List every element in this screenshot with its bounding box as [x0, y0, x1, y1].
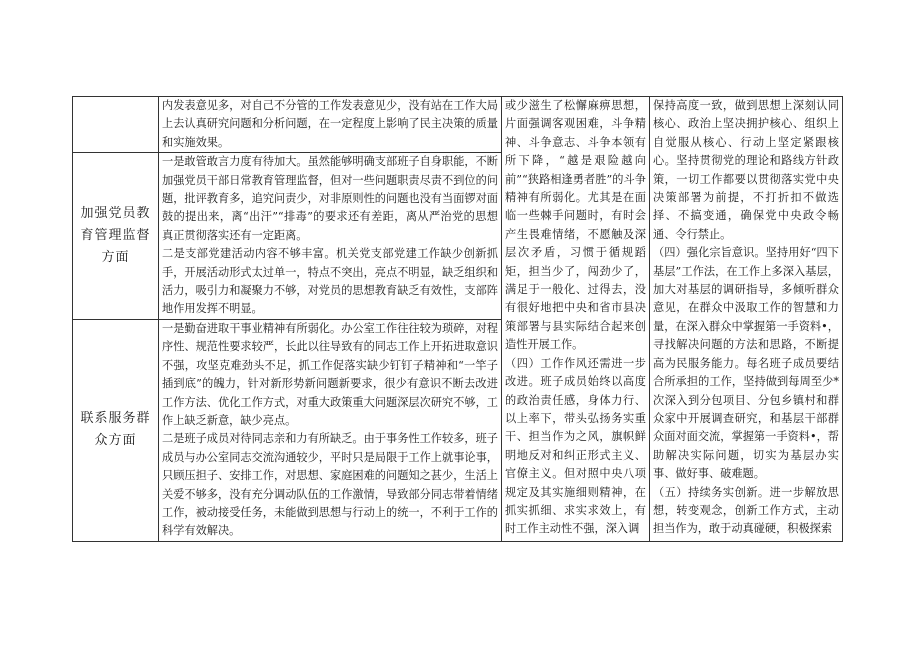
problem-cell-serve-masses — [159, 319, 502, 541]
column-four-cell — [650, 97, 843, 542]
paragraph: 一是敢管敢言力度有待加大。虽然能够明确支部班子自身职能，不断加强党员干部日常教育管理监督，但对一些问题职责尽责不到位的问题，批评教育多，追究问责少，对非原则性的问题也没有当面锣对面鼓的提出来，离“出汗”“排毒”的要求还有差距，离从严治党的思想真正贯彻落实还有一定距离。 — [162, 155, 498, 242]
paragraph: （五）持续务实创新。进一步解放思想，转变观念，创新工作方式，主动担当作为，敢于动真碰硬，积极探索 — [653, 485, 839, 536]
paragraph: 保持高度一致，做到思想上深刻认同核心、政治上坚决拥护核心、组织上自觉服从核心、行动上坚定紧跟核心。坚持贯彻党的理论和路线方针政策，一切工作都要以贯彻落实党中央决策部署为前提，不打折扣不做选择、不搞变通，确保党中央政令畅通、令行禁止。 — [653, 99, 839, 241]
paragraph: （四）强化宗旨意识。坚持用好“四下基层”工作法，在工作上多深入基层，加大对基层的调研指导，多倾听群众意见，在群众中汲取工作的智慧和力量，在深入群众中掌握第一手资料•，寻找解决问题的方法和思路，不断提高为民服务能力。每名班子成员要结合所承担的工作，坚持做到每周至少*次深入到分包项目、分包乡镇村和群众家中开展调查研究，和基层干部群众面对面交流，掌握第一手资料•，帮助解决实际问题，切实为基层办实事、做好事、破难题。 — [653, 246, 839, 481]
category-cell-serve-masses: 联系服务群众方面 — [73, 319, 159, 541]
problem-cell-top — [159, 97, 502, 153]
category-cell-top — [73, 97, 159, 153]
paragraph: 或少滋生了松懈麻痹思想，片面强调客观困难，斗争精神、斗争意志、斗争本领有所下降，“越是艰险越向前”“狭路相逢勇者胜”的斗争精神有所弱化。尤其是在面临一些棘手问题时，有时会产生畏难情绪，不愿触及深层次矛盾，习惯于循规蹈矩，担当少了，闯劲少了，满足于一般化、过得去，没有很好地把中央和省市县决策部署与县实际结合起来创造性开展工作。 — [505, 99, 646, 352]
paragraph: 二是班子成员对待同志亲和力有所缺乏。由于事务性工作较多，班子成员与办公室同志交流沟通较少，平时只是局限于工作上就事论事，只顾压担子、安排工作，对思想、家庭困难的问题知之甚少，生活上关爱不够多，没有充分调动队伍的工作激情，导致部分同志带着情绪工作，被动接受任务，未能做到思想与行动上的统一，不利于工作的科学有效解决。 — [162, 432, 498, 538]
paragraph: 内发表意见多，对自己不分管的工作发表意见少，没有站在工作大局上去认真研究问题和分析问题，在一定程度上影响了民主决策的质量和实施效果。 — [162, 99, 498, 149]
document-table — [72, 96, 843, 542]
paragraph: （四）工作作风还需进一步改进。班子成员始终以高度的政治责任感，身体力行、以上率下，带头弘扬务实重干、担当作为之风，旗帜鲜明地反对和纠正形式主义、官僚主义。但对照中央八项规定及其实施细则精神，在抓实抓细、求实求效上，有时工作主动性不强，深入调 — [505, 356, 646, 536]
paragraph: 一是勤奋进取干事业精神有所弱化。办公室工作往往较为琐碎，对程序性、规范性要求较严，长此以往导致有的同志工作上开拓进取意识不强，攻坚克难劲头不足，抓工作促落实缺少钉钉子精神和“一竿子插到底”的魄力，针对新形势新问题新要求，很少有意识不断去改进工作方法、优化工作方式，对重大政策重大问题深层次研究不够，工作上缺乏新意，缺少亮点。 — [162, 321, 498, 427]
problem-cell-party-education — [159, 153, 502, 320]
paragraph: 二是支部党建活动内容不够丰富。机关党支部党建工作缺少创新抓手，开展活动形式太过单一，特点不突出，亮点不明显，缺乏组织和活力，吸引力和凝聚力不够，对党员的思想教育缺乏有效性，支部阵地作用发挥不明显。 — [162, 247, 498, 316]
category-cell-party-education: 加强党员教育管理监督方面 — [73, 153, 159, 320]
column-three-cell — [502, 97, 650, 542]
